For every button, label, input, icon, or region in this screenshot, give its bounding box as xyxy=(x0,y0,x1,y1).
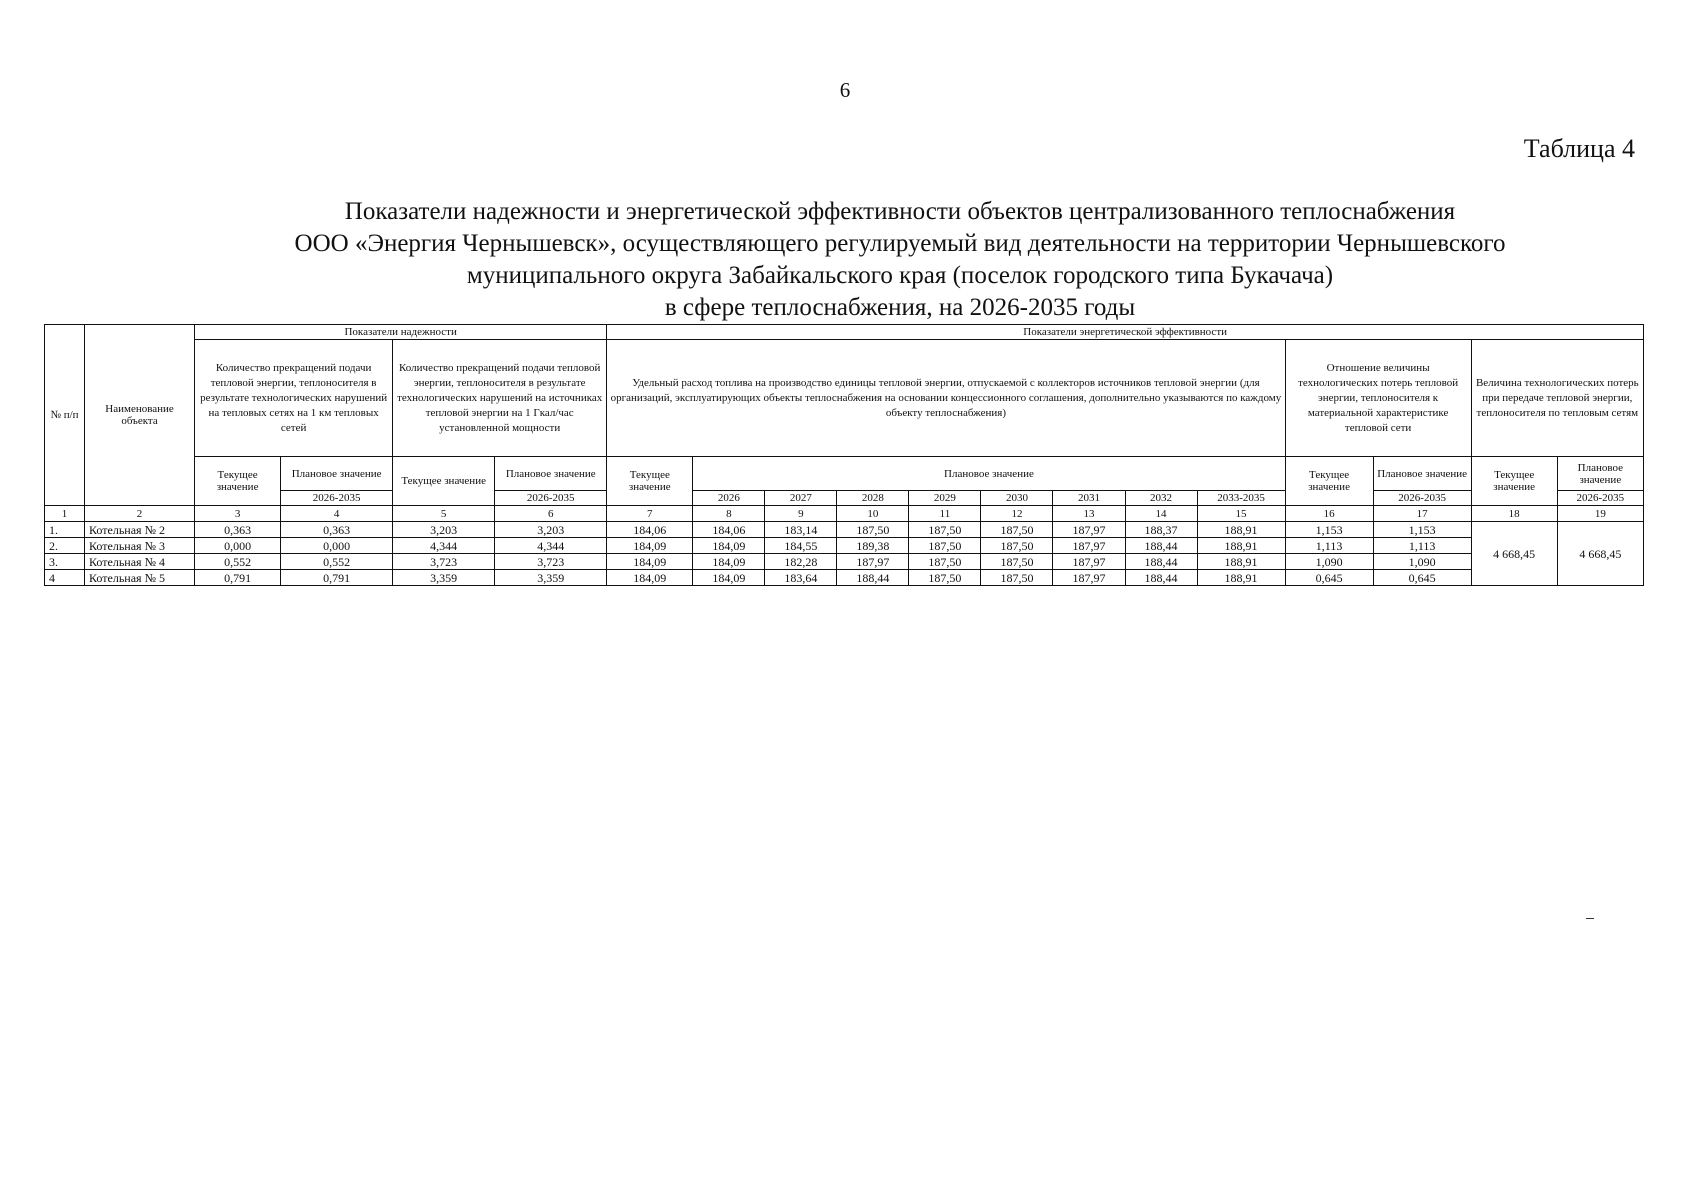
row-object-name: Котельная № 4 xyxy=(85,554,195,570)
document-title xyxy=(150,196,1650,324)
table-cell: 0,552 xyxy=(281,554,393,570)
column-number: 14 xyxy=(1125,506,1197,522)
title-line-2: ООО «Энергия Чернышевск», осуществляющего регулируемый вид деятельности на территории Чернышевского xyxy=(294,230,1506,257)
header-period-17: 2026-2035 xyxy=(1373,491,1471,506)
header-planned-19: Плановое значение xyxy=(1557,457,1643,491)
header-reliability-group: Показатели надежности xyxy=(195,325,607,340)
table-cell: 184,09 xyxy=(607,554,693,570)
column-number: 12 xyxy=(981,506,1053,522)
column-number: 5 xyxy=(393,506,495,522)
column-number: 19 xyxy=(1557,506,1643,522)
row-number: 2. xyxy=(45,538,85,554)
table-cell: 4,344 xyxy=(495,538,607,554)
header-year: 2032 xyxy=(1125,491,1197,506)
table-cell: 184,06 xyxy=(693,522,765,538)
header-no: № п/п xyxy=(45,325,85,506)
table-cell: 187,50 xyxy=(981,570,1053,586)
table-cell: 188,44 xyxy=(1125,570,1197,586)
row-number: 1. xyxy=(45,522,85,538)
column-number: 6 xyxy=(495,506,607,522)
table-cell: 187,97 xyxy=(1053,554,1125,570)
header-planned-8-15: Плановое значение xyxy=(693,457,1285,491)
table-row xyxy=(45,538,1644,554)
row-number: 3. xyxy=(45,554,85,570)
table-cell: 182,28 xyxy=(765,554,837,570)
table-cell: 184,09 xyxy=(607,570,693,586)
table-cell: 184,09 xyxy=(693,554,765,570)
table-cell: 0,000 xyxy=(281,538,393,554)
header-period-19: 2026-2035 xyxy=(1557,491,1643,506)
table-cell: 0,552 xyxy=(195,554,281,570)
header-current-3: Текущее значение xyxy=(195,457,281,506)
column-number: 3 xyxy=(195,506,281,522)
header-loss-ratio: Отношение величины технологических потерь тепловой энергии, теплоносителя к материальной характеристике тепловой сети xyxy=(1285,340,1471,457)
table-cell: 187,50 xyxy=(981,554,1053,570)
column-numbers-row xyxy=(45,506,1644,522)
header-source-outages: Количество прекращений подачи тепловой энергии, теплоносителя в результате технологических нарушений на источниках тепловой энергии на 1 Гкал/час установленной мощности xyxy=(393,340,607,457)
table-cell: 188,44 xyxy=(837,570,909,586)
header-current-16: Текущее значение xyxy=(1285,457,1373,506)
column-number: 17 xyxy=(1373,506,1471,522)
header-period-6: 2026-2035 xyxy=(495,491,607,506)
losses-current-cell: 4 668,45 xyxy=(1471,522,1557,586)
table-cell: 188,37 xyxy=(1125,522,1197,538)
table-cell: 1,090 xyxy=(1285,554,1373,570)
table-row xyxy=(45,570,1644,586)
column-number: 9 xyxy=(765,506,837,522)
table-cell: 183,14 xyxy=(765,522,837,538)
table-cell: 184,09 xyxy=(607,538,693,554)
table-cell: 3,203 xyxy=(393,522,495,538)
row-object-name: Котельная № 5 xyxy=(85,570,195,586)
table-cell: 3,359 xyxy=(495,570,607,586)
table-cell: 188,91 xyxy=(1197,522,1285,538)
table-cell: 187,50 xyxy=(837,522,909,538)
table-cell: 0,363 xyxy=(195,522,281,538)
column-number: 11 xyxy=(909,506,981,522)
table-cell: 1,113 xyxy=(1373,538,1471,554)
header-period-4: 2026-2035 xyxy=(281,491,393,506)
header-planned-17: Плановое значение xyxy=(1373,457,1471,491)
header-current-5: Текущее значение xyxy=(393,457,495,506)
table-cell: 188,91 xyxy=(1197,570,1285,586)
header-current-7: Текущее значение xyxy=(607,457,693,506)
table-cell: 1,153 xyxy=(1285,522,1373,538)
table-cell: 1,090 xyxy=(1373,554,1471,570)
header-year: 2030 xyxy=(981,491,1053,506)
table-cell: 183,64 xyxy=(765,570,837,586)
title-line-3: муниципального округа Забайкальского края (поселок городского типа Букачача) xyxy=(466,262,1334,289)
title-line-1: Показатели надежности и энергетической эффективности объектов централизованного теплоснабжения xyxy=(344,198,1456,225)
column-number: 16 xyxy=(1285,506,1373,522)
table-cell: 187,97 xyxy=(1053,570,1125,586)
table-cell: 3,359 xyxy=(393,570,495,586)
header-current-18: Текущее значение xyxy=(1471,457,1557,506)
header-efficiency-group: Показатели энергетической эффективности xyxy=(607,325,1644,340)
header-year: 2027 xyxy=(765,491,837,506)
header-year: 2028 xyxy=(837,491,909,506)
row-object-name: Котельная № 3 xyxy=(85,538,195,554)
column-number: 2 xyxy=(85,506,195,522)
row-number: 4 xyxy=(45,570,85,586)
table-cell: 0,645 xyxy=(1285,570,1373,586)
table-cell: 188,91 xyxy=(1197,554,1285,570)
header-technological-losses: Величина технологических потерь при передаче тепловой энергии, теплоносителя по тепловым сетям xyxy=(1471,340,1643,457)
column-number: 7 xyxy=(607,506,693,522)
table-cell: 3,723 xyxy=(495,554,607,570)
title-line-4: в сфере теплоснабжения, на 2026-2035 годы xyxy=(664,294,1136,321)
table-cell: 187,50 xyxy=(909,554,981,570)
column-number: 1 xyxy=(45,506,85,522)
header-network-outages: Количество прекращений подачи тепловой энергии, теплоносителя в результате технологических нарушений на тепловых сетях на 1 км тепловых сетей xyxy=(195,340,393,457)
table-label: Таблица 4 xyxy=(1523,134,1635,163)
table-cell: 188,91 xyxy=(1197,538,1285,554)
table-cell: 0,791 xyxy=(281,570,393,586)
table-cell: 1,153 xyxy=(1373,522,1471,538)
column-number: 18 xyxy=(1471,506,1557,522)
table-cell: 184,09 xyxy=(693,570,765,586)
header-fuel-consumption: Удельный расход топлива на производство единицы тепловой энергии, отпускаемой с коллекторов источников тепловой энергии (для организаций, эксплуатирующих объекты теплоснабжения на основании концессионного соглашения, дополнительно указываются по каждому объекту теплоснабжения) xyxy=(607,340,1285,457)
column-number: 10 xyxy=(837,506,909,522)
header-year: 2033-2035 xyxy=(1197,491,1285,506)
header-planned-4: Плановое значение xyxy=(281,457,393,491)
column-number: 8 xyxy=(693,506,765,522)
table-cell: 3,203 xyxy=(495,522,607,538)
table-cell: 0,645 xyxy=(1373,570,1471,586)
table-cell: 188,44 xyxy=(1125,554,1197,570)
column-number: 15 xyxy=(1197,506,1285,522)
table-cell: 184,55 xyxy=(765,538,837,554)
column-number: 4 xyxy=(281,506,393,522)
table-cell: 0,000 xyxy=(195,538,281,554)
table-cell: 187,50 xyxy=(981,522,1053,538)
scan-mark xyxy=(1586,918,1594,919)
column-number: 13 xyxy=(1053,506,1125,522)
page-number: 6 xyxy=(839,78,851,102)
table-cell: 187,97 xyxy=(1053,538,1125,554)
table-cell: 184,06 xyxy=(607,522,693,538)
table-cell: 0,363 xyxy=(281,522,393,538)
header-year: 2031 xyxy=(1053,491,1125,506)
table-cell: 187,50 xyxy=(909,538,981,554)
header-year: 2029 xyxy=(909,491,981,506)
table-cell: 1,113 xyxy=(1285,538,1373,554)
losses-planned-cell: 4 668,45 xyxy=(1557,522,1643,586)
header-planned-6: Плановое значение xyxy=(495,457,607,491)
table-cell: 187,97 xyxy=(837,554,909,570)
table-cell: 187,50 xyxy=(981,538,1053,554)
table-cell: 0,791 xyxy=(195,570,281,586)
table-cell: 188,44 xyxy=(1125,538,1197,554)
table-cell: 189,38 xyxy=(837,538,909,554)
table-cell: 187,50 xyxy=(909,522,981,538)
row-object-name: Котельная № 2 xyxy=(85,522,195,538)
table-cell: 3,723 xyxy=(393,554,495,570)
table-row xyxy=(45,554,1644,570)
table-cell: 187,97 xyxy=(1053,522,1125,538)
header-year: 2026 xyxy=(693,491,765,506)
table-cell: 187,50 xyxy=(909,570,981,586)
header-object-name: Наименование объекта xyxy=(85,325,195,506)
table-cell: 4,344 xyxy=(393,538,495,554)
indicators-table xyxy=(44,324,1644,586)
table-cell: 184,09 xyxy=(693,538,765,554)
table-row xyxy=(45,522,1644,538)
